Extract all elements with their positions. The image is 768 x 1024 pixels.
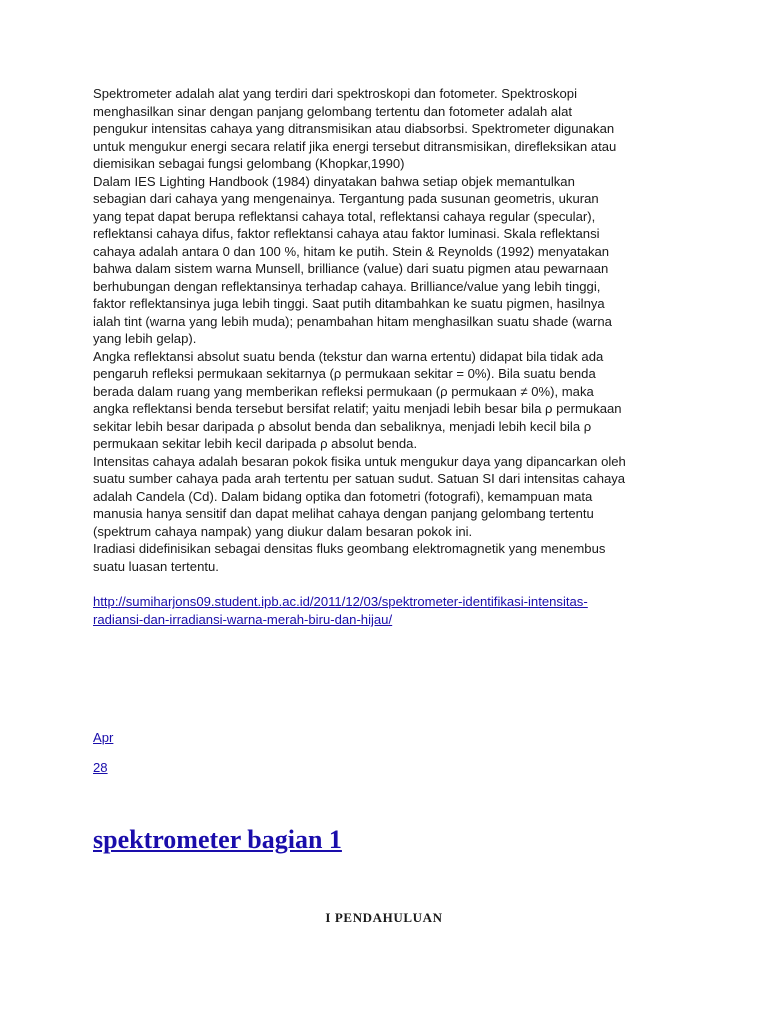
body-line: suatu luasan tertentu. [93,558,219,574]
body-line: Iradiasi didefinisikan sebagai densitas fluks geombang elektromagnetik yang menembus [93,541,606,556]
source-url-line: http://sumiharjons09.student.ipb.ac.id/2011/12/03/spektrometer-identifikasi-intensitas- [93,594,588,609]
body-line: bahwa dalam sistem warna Munsell, brilliance (value) dari suatu pigmen atau pewarnaan [93,261,609,276]
body-line: Intensitas cahaya adalah besaran pokok fisika untuk mengukur daya yang dipancarkan oleh [93,453,626,469]
body-line: berada dalam ruang yang memberikan refleksi permukaan (ρ permukaan ≠ 0%), maka [93,383,594,399]
body-line: yang lebih gelap). [93,331,197,346]
article-body [93,85,683,575]
body-line: faktor reflektansinya juga lebih tinggi. Saat putih ditambahkan ke suatu pigmen, hasilnya [93,296,605,311]
post-date-day-link[interactable]: 28 [93,760,108,775]
section-heading: I PENDAHULUAN [325,910,443,925]
body-line: reflektansi cahaya difus, faktor reflektansi cahaya atau faktor luminasi. Skala reflektansi [93,226,600,241]
source-url-line: radiansi-dan-irradiansi-warna-merah-biru-dan-hijau/ [93,612,393,627]
body-line: suatu sumber cahaya pada arah tertentu per satuan sudut. Satuan SI dari intensitas cahaya [93,471,626,486]
body-line: menghasilkan sinar dengan panjang gelombang tertentu dan fotometer adalah alat [93,103,572,119]
body-line: pengaruh refleksi permukaan sekitarnya (ρ permukaan sekitar = 0%). Bila suatu benda [93,366,596,381]
body-line: cahaya adalah antara 0 dan 100 %, hitam ke putih. Stein & Reynolds (1992) menyatakan [93,243,610,259]
body-line: angka reflektansi benda tersebut bersifat relatif; yaitu menjadi lebih besar bila ρ permukaan [93,401,622,416]
body-line: ialah tint (warna yang lebih muda); penambahan hitam menghasilkan suatu shade (warna [93,313,612,329]
body-line: manusia hanya sensitif dan dapat melihat cahaya dengan panjang gelombang tertentu [93,506,594,521]
body-line: yang tepat dapat berupa reflektansi cahaya total, reflektansi cahaya regular (specular), [93,208,596,224]
body-line: (spektrum cahaya nampak) yang diukur dalam besaran pokok ini. [93,523,473,539]
body-line: permukaan sekitar lebih kecil daripada ρ absolut benda. [93,436,418,451]
body-line: adalah Candela (Cd). Dalam bidang optika dan fotometri (fotografi), kemampuan mata [93,488,593,504]
body-line: untuk mengukur energi secara relatif jika energi tersebut ditransmisikan, direfleksikan atau [93,138,617,154]
body-line: Angka reflektansi absolut suatu benda (tekstur dan warna ertentu) didapat bila tidak ada [93,348,604,364]
source-url-link[interactable] [93,593,683,629]
post-title-link[interactable]: spektrometer bagian 1 [93,825,342,854]
body-line: sebagian dari cahaya yang mengenainya. Tergantung pada susunan geometris, ukuran [93,191,599,206]
post-date-month-link[interactable]: Apr [93,730,114,745]
body-line: sekitar lebih besar daripada ρ absolut benda dan sebaliknya, menjadi lebih kecil bila ρ [93,418,592,434]
body-line: Spektrometer adalah alat yang terdiri dari spektroskopi dan fotometer. Spektroskopi [93,86,578,101]
body-line: diemisikan sebagai fungsi gelombang (Khopkar,1990) [93,156,405,171]
body-line: pengukur intensitas cahaya yang ditransmisikan atau diabsorbsi. Spektrometer digunakan [93,121,615,136]
body-line: berhubungan dengan reflektansinya terhadap cahaya. Brilliance/value yang lebih tinggi, [93,278,601,294]
body-line: Dalam IES Lighting Handbook (1984) dinyatakan bahwa setiap objek memantulkan [93,173,575,189]
